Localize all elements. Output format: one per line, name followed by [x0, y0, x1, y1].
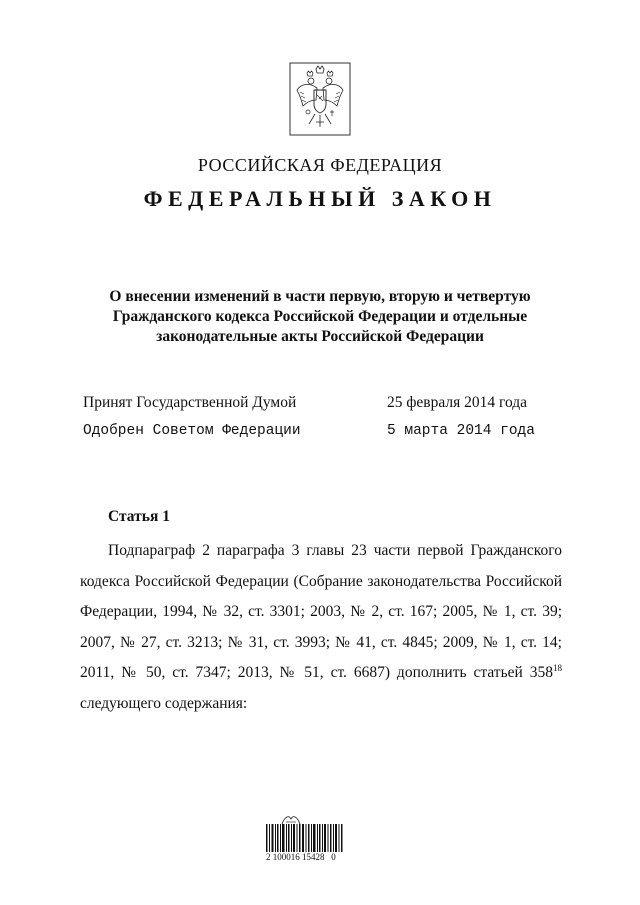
law-title-line: Гражданского кодекса Российской Федерации и отдельные [112, 308, 528, 325]
barcode-bars-icon [266, 824, 344, 852]
article-text: Подпараграф 2 параграфа 3 главы 23 части первой Гражданского кодекса Российской Федерации (Собрание законодательства Российской Федерации, 1994, № 32, ст. 3301; 2003, № 2, ст. 167; 2005, № 1, ст. 39; 2007, № 27, ст. 3213; № 31, ст. 3993; № 41, ст. 4845; 2009, № 1, ст. 14; 2011, № 50, ст. 7347; 2013, № 51, ст. 6687) дополнить статьей 358 [80, 542, 562, 682]
approved-date: 5 марта 2014 года [387, 423, 535, 439]
document-type-heading: ФЕДЕРАЛЬНЫЙ ЗАКОН [143, 186, 497, 211]
adopted-date: 25 февраля 2014 года [387, 394, 528, 411]
article-superscript: 18 [553, 663, 562, 674]
adopted-by-label: Принят Государственной Думой [83, 394, 297, 411]
barcode [266, 812, 366, 862]
approved-by-label: Одобрен Советом Федерации [83, 423, 301, 439]
article-paragraph [80, 536, 562, 720]
barcode-number: 2 100016 15428 0 [266, 852, 336, 862]
law-title-line: законодательные акты Российской Федерации [156, 328, 484, 345]
article-body [80, 536, 562, 720]
coat-of-arms-emblem-icon [289, 62, 351, 136]
article-heading: Статья 1 [108, 508, 170, 525]
law-title-line: О внесении изменений в части первую, вторую и четвертую [109, 288, 531, 305]
article-text-end: следующего содержания: [80, 694, 248, 712]
country-name: РОССИЙСКАЯ ФЕДЕРАЦИЯ [197, 155, 443, 175]
law-title [70, 287, 570, 347]
